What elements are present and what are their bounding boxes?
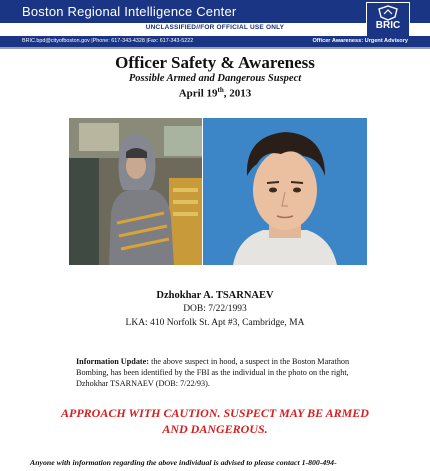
contact-bar	[0, 36, 430, 47]
suspect-name: Dzhokhar A. TSARNAEV	[156, 290, 274, 301]
info-label: Information Update:	[76, 357, 150, 366]
divider	[0, 47, 430, 49]
footer-contact: Anyone with information regarding the above individual is advised to please contact 1-800-494-	[30, 458, 337, 467]
org-name: Boston Regional Intelligence Center	[22, 4, 237, 19]
classification-label: UNCLASSIFIED//FOR OFFICIAL USE ONLY	[145, 24, 285, 31]
bulletin-date	[0, 86, 430, 100]
information-update	[76, 356, 366, 389]
shield-icon	[377, 5, 399, 21]
logo-text: BRIC	[375, 20, 401, 31]
bric-logo	[366, 2, 410, 38]
suspect-photo	[203, 118, 367, 265]
date-ordinal: th	[217, 86, 224, 94]
bulletin-title: Officer Safety & Awareness	[115, 53, 315, 72]
surveillance-photo	[69, 118, 202, 265]
contact-info: BRIC.bpd@cityofboston.gov |Phone: 617-343-4328 |Fax: 617-343-5222	[22, 37, 194, 44]
info-text: the above suspect in hood, a suspect in the Boston Marathon Bombing, has been identified by the FBI as the individual in the photo on the right, Dzhokhar TSARNAEV (DOB: 7/22/93).	[76, 357, 350, 388]
bulletin-subtitle: Possible Armed and Dangerous Suspect	[128, 73, 302, 84]
suspect-dob: DOB: 7/22/1993	[183, 304, 247, 314]
caution-warning: APPROACH WITH CAUTION. SUSPECT MAY BE ARMED AND DANGEROUS.	[61, 406, 369, 436]
date-year: , 2013	[223, 87, 252, 100]
date-day: April 19	[178, 87, 218, 100]
suspect-lka: LKA: 410 Norfolk St. Apt #3, Cambridge, MA	[125, 318, 305, 328]
advisory-label: Officer Awareness: Urgent Advisory	[312, 37, 408, 44]
